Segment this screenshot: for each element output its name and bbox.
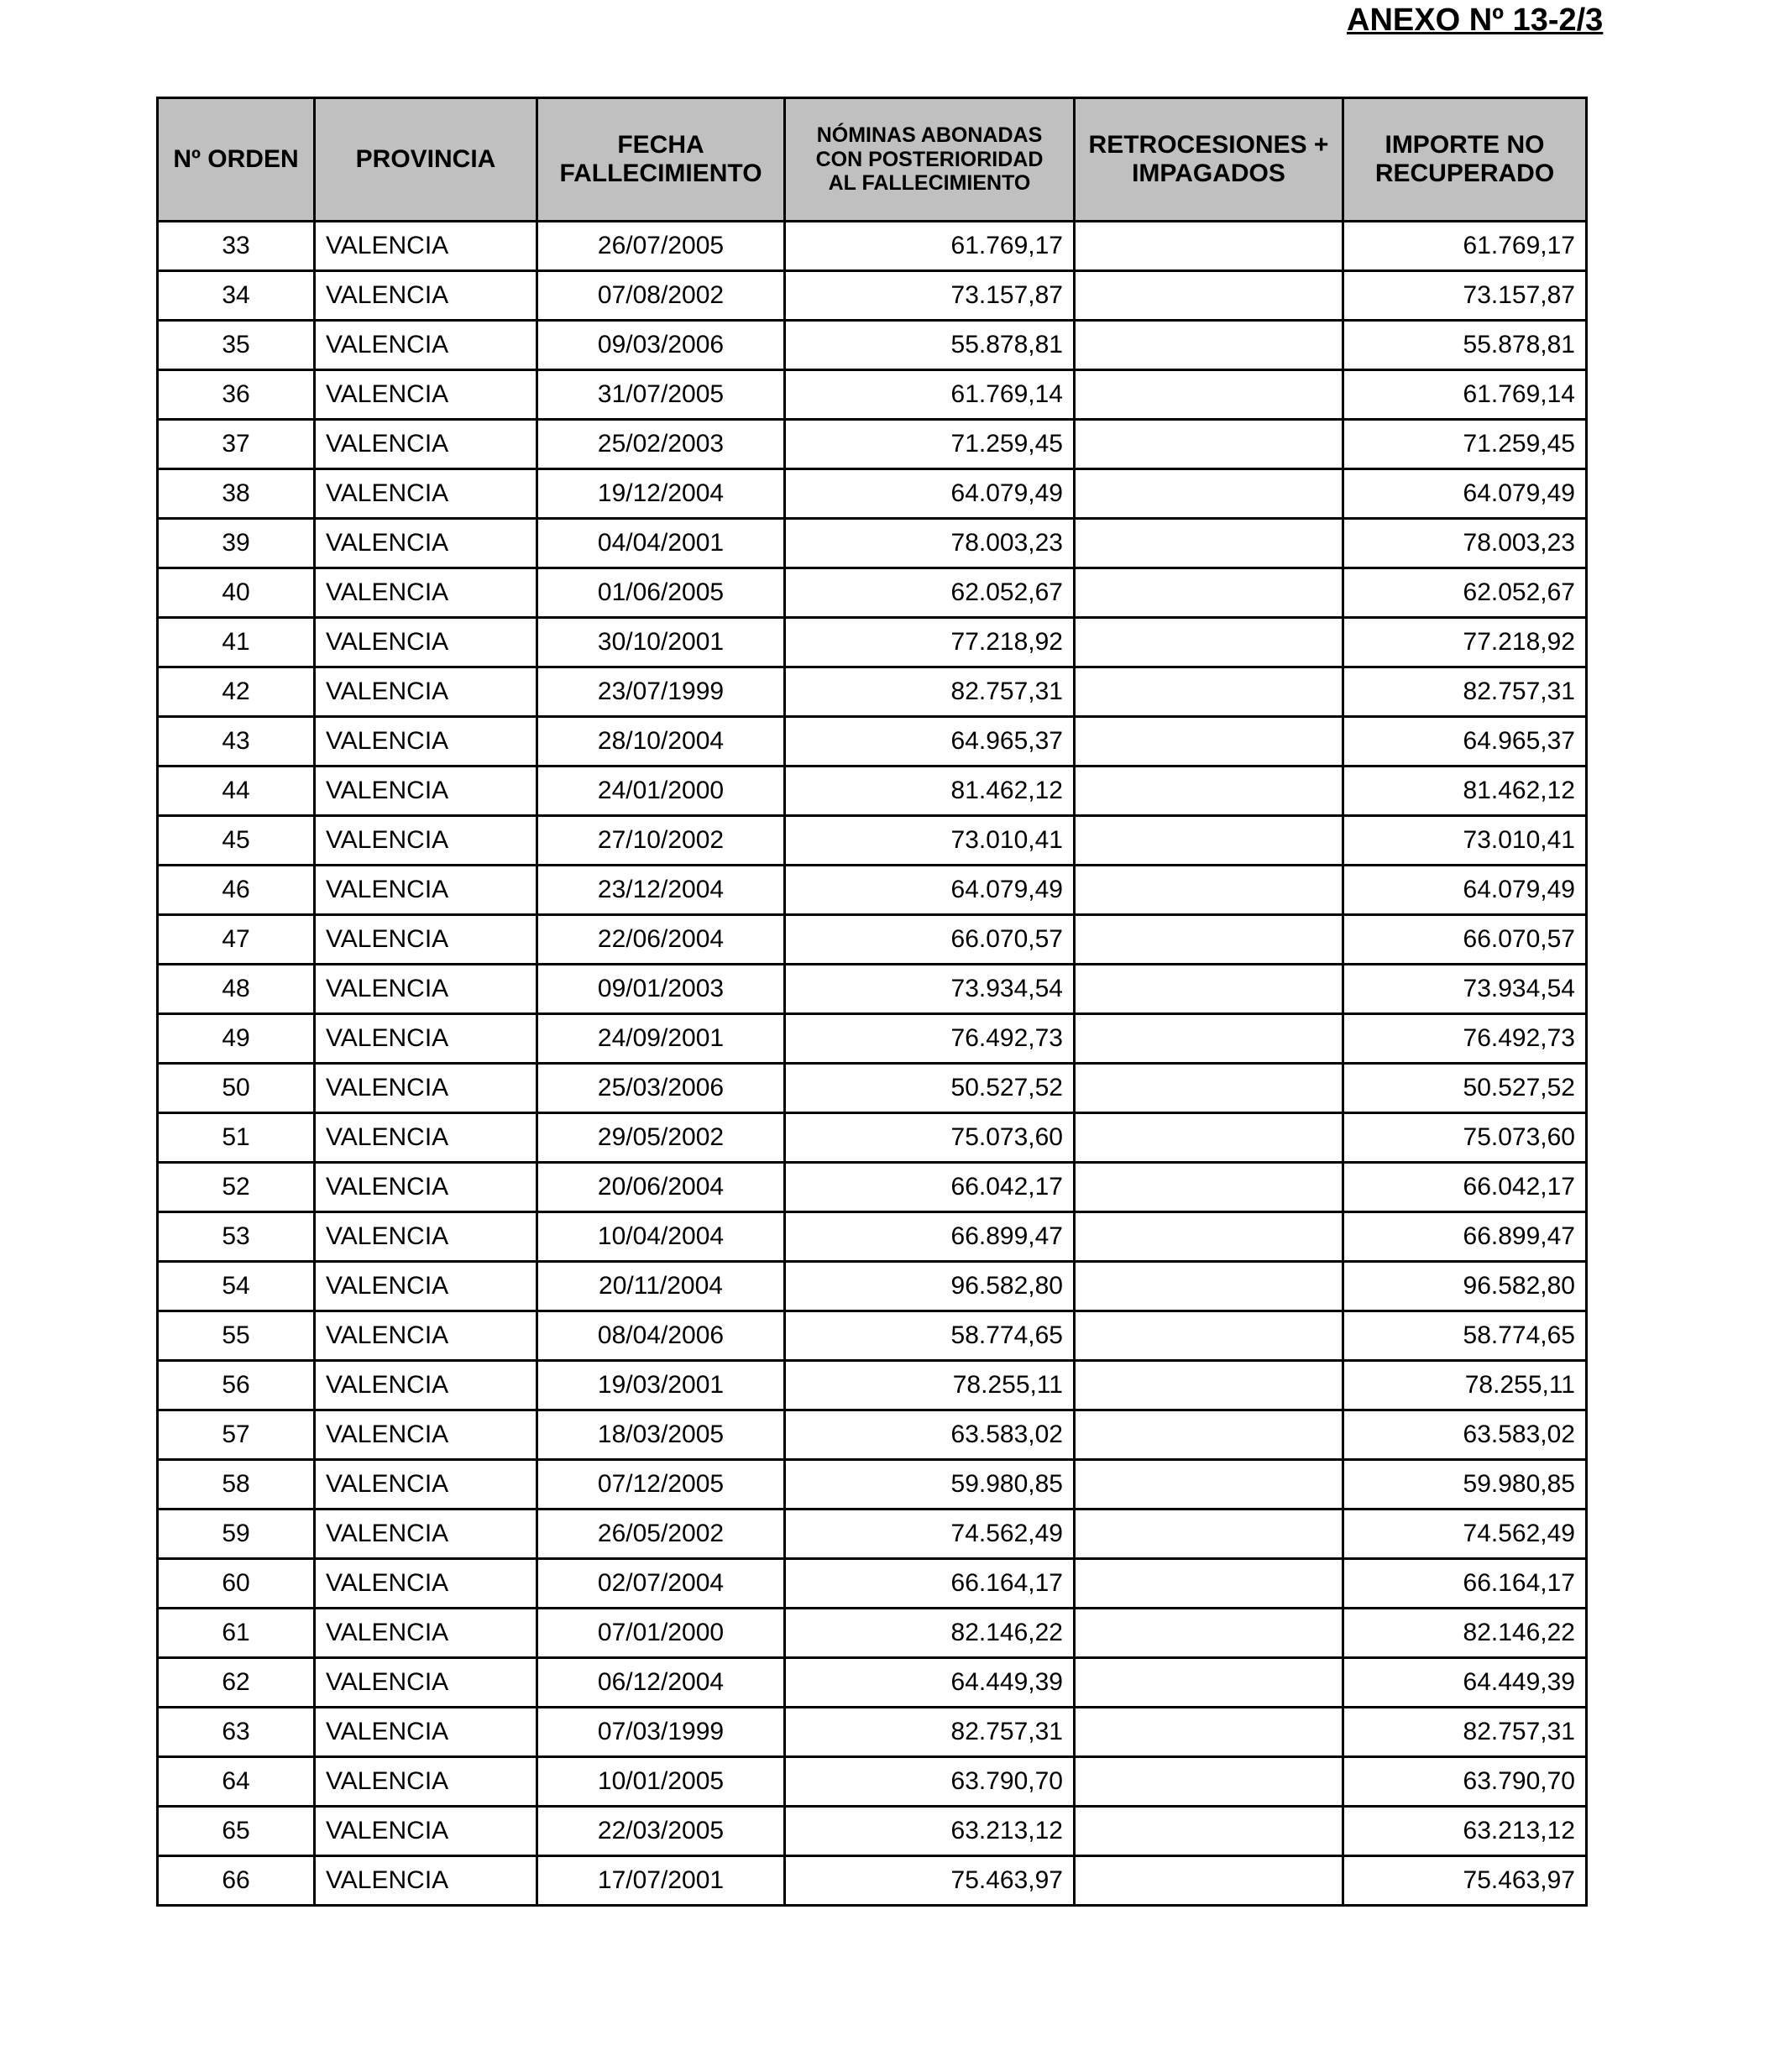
fecha-cell: 02/07/2004 bbox=[537, 1559, 785, 1609]
retrocesiones-cell bbox=[1075, 1014, 1343, 1064]
importe-cell: 77.218,92 bbox=[1343, 618, 1587, 667]
importe-cell: 78.003,23 bbox=[1343, 519, 1587, 568]
provincia-cell: VALENCIA bbox=[315, 1410, 537, 1460]
fecha-cell: 20/06/2004 bbox=[537, 1163, 785, 1212]
retrocesiones-cell bbox=[1075, 915, 1343, 965]
importe-cell: 66.070,57 bbox=[1343, 915, 1587, 965]
fecha-cell: 22/03/2005 bbox=[537, 1807, 785, 1856]
importe-cell: 55.878,81 bbox=[1343, 321, 1587, 370]
provincia-cell: VALENCIA bbox=[315, 321, 537, 370]
retrocesiones-cell bbox=[1075, 1757, 1343, 1807]
nominas-cell: 66.899,47 bbox=[785, 1212, 1075, 1262]
provincia-cell: VALENCIA bbox=[315, 965, 537, 1014]
nominas-cell: 73.157,87 bbox=[785, 271, 1075, 321]
provincia-cell: VALENCIA bbox=[315, 1658, 537, 1708]
retrocesiones-cell bbox=[1075, 568, 1343, 618]
importe-cell: 82.757,31 bbox=[1343, 1708, 1587, 1757]
header-importe bbox=[1343, 98, 1587, 222]
table-row bbox=[158, 1510, 1587, 1559]
order-cell: 51 bbox=[158, 1113, 315, 1163]
nominas-cell: 59.980,85 bbox=[785, 1460, 1075, 1510]
fecha-cell: 27/10/2002 bbox=[537, 816, 785, 866]
importe-cell: 75.073,60 bbox=[1343, 1113, 1587, 1163]
retrocesiones-cell bbox=[1075, 420, 1343, 469]
importe-cell: 63.583,02 bbox=[1343, 1410, 1587, 1460]
provincia-cell: VALENCIA bbox=[315, 469, 537, 519]
fecha-cell: 04/04/2001 bbox=[537, 519, 785, 568]
retrocesiones-cell bbox=[1075, 1064, 1343, 1113]
importe-cell: 73.010,41 bbox=[1343, 816, 1587, 866]
table-row bbox=[158, 1807, 1587, 1856]
nominas-cell: 64.965,37 bbox=[785, 717, 1075, 767]
header-retrocesiones bbox=[1075, 98, 1343, 222]
retrocesiones-cell bbox=[1075, 618, 1343, 667]
importe-cell: 58.774,65 bbox=[1343, 1311, 1587, 1361]
importe-cell: 75.463,97 bbox=[1343, 1856, 1587, 1906]
nominas-cell: 64.079,49 bbox=[785, 469, 1075, 519]
order-cell: 66 bbox=[158, 1856, 315, 1906]
nominas-cell: 73.010,41 bbox=[785, 816, 1075, 866]
order-cell: 60 bbox=[158, 1559, 315, 1609]
order-cell: 34 bbox=[158, 271, 315, 321]
nominas-cell: 78.003,23 bbox=[785, 519, 1075, 568]
importe-cell: 73.934,54 bbox=[1343, 965, 1587, 1014]
retrocesiones-cell bbox=[1075, 1410, 1343, 1460]
nominas-cell: 63.213,12 bbox=[785, 1807, 1075, 1856]
order-cell: 57 bbox=[158, 1410, 315, 1460]
retrocesiones-cell bbox=[1075, 866, 1343, 915]
order-cell: 44 bbox=[158, 767, 315, 816]
importe-cell: 59.980,85 bbox=[1343, 1460, 1587, 1510]
importe-cell: 76.492,73 bbox=[1343, 1014, 1587, 1064]
table-row bbox=[158, 222, 1587, 271]
nominas-cell: 64.449,39 bbox=[785, 1658, 1075, 1708]
retrocesiones-cell bbox=[1075, 1807, 1343, 1856]
provincia-cell: VALENCIA bbox=[315, 866, 537, 915]
order-cell: 56 bbox=[158, 1361, 315, 1410]
importe-cell: 64.449,39 bbox=[1343, 1658, 1587, 1708]
deaths-payroll-table bbox=[156, 97, 1588, 1907]
nominas-cell: 75.073,60 bbox=[785, 1113, 1075, 1163]
importe-cell: 63.213,12 bbox=[1343, 1807, 1587, 1856]
header-provincia-label: PROVINCIA bbox=[355, 144, 496, 173]
header-retrocesiones-line2: IMPAGADOS bbox=[1132, 160, 1285, 187]
provincia-cell: VALENCIA bbox=[315, 1510, 537, 1559]
fecha-cell: 24/09/2001 bbox=[537, 1014, 785, 1064]
table-row bbox=[158, 1064, 1587, 1113]
table-row bbox=[158, 1163, 1587, 1212]
table-row bbox=[158, 1708, 1587, 1757]
importe-cell: 66.042,17 bbox=[1343, 1163, 1587, 1212]
provincia-cell: VALENCIA bbox=[315, 1708, 537, 1757]
header-nominas-line3: AL FALLECIMIENTO bbox=[828, 171, 1031, 196]
order-cell: 62 bbox=[158, 1658, 315, 1708]
order-cell: 37 bbox=[158, 420, 315, 469]
nominas-cell: 55.878,81 bbox=[785, 321, 1075, 370]
table-body bbox=[158, 222, 1587, 1906]
order-cell: 43 bbox=[158, 717, 315, 767]
table-header bbox=[158, 98, 1587, 222]
table-row bbox=[158, 717, 1587, 767]
header-provincia bbox=[315, 98, 537, 222]
provincia-cell: VALENCIA bbox=[315, 370, 537, 420]
fecha-cell: 20/11/2004 bbox=[537, 1262, 785, 1311]
retrocesiones-cell bbox=[1075, 1559, 1343, 1609]
provincia-cell: VALENCIA bbox=[315, 618, 537, 667]
retrocesiones-cell bbox=[1075, 717, 1343, 767]
importe-cell: 73.157,87 bbox=[1343, 271, 1587, 321]
nominas-cell: 63.790,70 bbox=[785, 1757, 1075, 1807]
provincia-cell: VALENCIA bbox=[315, 1311, 537, 1361]
importe-cell: 96.582,80 bbox=[1343, 1262, 1587, 1311]
table-row bbox=[158, 271, 1587, 321]
table-row bbox=[158, 469, 1587, 519]
table-row bbox=[158, 816, 1587, 866]
order-cell: 35 bbox=[158, 321, 315, 370]
fecha-cell: 30/10/2001 bbox=[537, 618, 785, 667]
order-cell: 42 bbox=[158, 667, 315, 717]
order-cell: 61 bbox=[158, 1609, 315, 1658]
provincia-cell: VALENCIA bbox=[315, 1262, 537, 1311]
provincia-cell: VALENCIA bbox=[315, 271, 537, 321]
fecha-cell: 25/03/2006 bbox=[537, 1064, 785, 1113]
order-cell: 36 bbox=[158, 370, 315, 420]
nominas-cell: 96.582,80 bbox=[785, 1262, 1075, 1311]
importe-cell: 82.757,31 bbox=[1343, 667, 1587, 717]
retrocesiones-cell bbox=[1075, 1113, 1343, 1163]
header-nominas bbox=[785, 98, 1075, 222]
provincia-cell: VALENCIA bbox=[315, 717, 537, 767]
nominas-cell: 66.070,57 bbox=[785, 915, 1075, 965]
table-row bbox=[158, 420, 1587, 469]
nominas-cell: 74.562,49 bbox=[785, 1510, 1075, 1559]
nominas-cell: 63.583,02 bbox=[785, 1410, 1075, 1460]
retrocesiones-cell bbox=[1075, 767, 1343, 816]
retrocesiones-cell bbox=[1075, 222, 1343, 271]
nominas-cell: 82.757,31 bbox=[785, 1708, 1075, 1757]
importe-cell: 71.259,45 bbox=[1343, 420, 1587, 469]
header-retrocesiones-line1: RETROCESIONES + bbox=[1088, 130, 1329, 159]
table-row bbox=[158, 1559, 1587, 1609]
nominas-cell: 58.774,65 bbox=[785, 1311, 1075, 1361]
fecha-cell: 22/06/2004 bbox=[537, 915, 785, 965]
nominas-cell: 61.769,17 bbox=[785, 222, 1075, 271]
provincia-cell: VALENCIA bbox=[315, 420, 537, 469]
fecha-cell: 07/03/1999 bbox=[537, 1708, 785, 1757]
importe-cell: 81.462,12 bbox=[1343, 767, 1587, 816]
provincia-cell: VALENCIA bbox=[315, 1014, 537, 1064]
table-row bbox=[158, 866, 1587, 915]
fecha-cell: 01/06/2005 bbox=[537, 568, 785, 618]
provincia-cell: VALENCIA bbox=[315, 1856, 537, 1906]
header-fecha-line1: FECHA bbox=[617, 130, 704, 159]
nominas-cell: 50.527,52 bbox=[785, 1064, 1075, 1113]
importe-cell: 78.255,11 bbox=[1343, 1361, 1587, 1410]
retrocesiones-cell bbox=[1075, 965, 1343, 1014]
table-row bbox=[158, 1262, 1587, 1311]
fecha-cell: 26/05/2002 bbox=[537, 1510, 785, 1559]
retrocesiones-cell bbox=[1075, 1510, 1343, 1559]
retrocesiones-cell bbox=[1075, 1856, 1343, 1906]
importe-cell: 64.965,37 bbox=[1343, 717, 1587, 767]
fecha-cell: 08/04/2006 bbox=[537, 1311, 785, 1361]
order-cell: 64 bbox=[158, 1757, 315, 1807]
table-row bbox=[158, 767, 1587, 816]
order-cell: 45 bbox=[158, 816, 315, 866]
order-cell: 54 bbox=[158, 1262, 315, 1311]
table-row bbox=[158, 965, 1587, 1014]
table-row bbox=[158, 1856, 1587, 1906]
retrocesiones-cell bbox=[1075, 1163, 1343, 1212]
fecha-cell: 07/01/2000 bbox=[537, 1609, 785, 1658]
table-row bbox=[158, 1014, 1587, 1064]
order-cell: 58 bbox=[158, 1460, 315, 1510]
importe-cell: 61.769,14 bbox=[1343, 370, 1587, 420]
order-cell: 41 bbox=[158, 618, 315, 667]
order-cell: 46 bbox=[158, 866, 315, 915]
order-cell: 33 bbox=[158, 222, 315, 271]
fecha-cell: 19/12/2004 bbox=[537, 469, 785, 519]
order-cell: 40 bbox=[158, 568, 315, 618]
order-cell: 55 bbox=[158, 1311, 315, 1361]
retrocesiones-cell bbox=[1075, 1361, 1343, 1410]
provincia-cell: VALENCIA bbox=[315, 1212, 537, 1262]
fecha-cell: 23/07/1999 bbox=[537, 667, 785, 717]
header-orden bbox=[158, 98, 315, 222]
nominas-cell: 66.042,17 bbox=[785, 1163, 1075, 1212]
nominas-cell: 82.146,22 bbox=[785, 1609, 1075, 1658]
header-fecha bbox=[537, 98, 785, 222]
fecha-cell: 10/01/2005 bbox=[537, 1757, 785, 1807]
nominas-cell: 76.492,73 bbox=[785, 1014, 1075, 1064]
retrocesiones-cell bbox=[1075, 1658, 1343, 1708]
fecha-cell: 31/07/2005 bbox=[537, 370, 785, 420]
importe-cell: 82.146,22 bbox=[1343, 1609, 1587, 1658]
importe-cell: 62.052,67 bbox=[1343, 568, 1587, 618]
nominas-cell: 81.462,12 bbox=[785, 767, 1075, 816]
importe-cell: 61.769,17 bbox=[1343, 222, 1587, 271]
retrocesiones-cell bbox=[1075, 1212, 1343, 1262]
nominas-cell: 78.255,11 bbox=[785, 1361, 1075, 1410]
nominas-cell: 73.934,54 bbox=[785, 965, 1075, 1014]
provincia-cell: VALENCIA bbox=[315, 816, 537, 866]
provincia-cell: VALENCIA bbox=[315, 1361, 537, 1410]
fecha-cell: 09/03/2006 bbox=[537, 321, 785, 370]
order-cell: 47 bbox=[158, 915, 315, 965]
retrocesiones-cell bbox=[1075, 1262, 1343, 1311]
retrocesiones-cell bbox=[1075, 469, 1343, 519]
retrocesiones-cell bbox=[1075, 1311, 1343, 1361]
table-row bbox=[158, 519, 1587, 568]
order-cell: 63 bbox=[158, 1708, 315, 1757]
retrocesiones-cell bbox=[1075, 271, 1343, 321]
header-orden-label: Nº ORDEN bbox=[173, 144, 299, 173]
provincia-cell: VALENCIA bbox=[315, 1757, 537, 1807]
table-row bbox=[158, 1311, 1587, 1361]
table-row bbox=[158, 321, 1587, 370]
table-row bbox=[158, 1757, 1587, 1807]
fecha-cell: 07/12/2005 bbox=[537, 1460, 785, 1510]
fecha-cell: 28/10/2004 bbox=[537, 717, 785, 767]
order-cell: 50 bbox=[158, 1064, 315, 1113]
order-cell: 38 bbox=[158, 469, 315, 519]
table-row bbox=[158, 1460, 1587, 1510]
provincia-cell: VALENCIA bbox=[315, 1609, 537, 1658]
nominas-cell: 77.218,92 bbox=[785, 618, 1075, 667]
fecha-cell: 23/12/2004 bbox=[537, 866, 785, 915]
order-cell: 53 bbox=[158, 1212, 315, 1262]
header-importe-line1: IMPORTE NO bbox=[1385, 130, 1545, 159]
nominas-cell: 82.757,31 bbox=[785, 667, 1075, 717]
table-row bbox=[158, 915, 1587, 965]
nominas-cell: 62.052,67 bbox=[785, 568, 1075, 618]
provincia-cell: VALENCIA bbox=[315, 915, 537, 965]
retrocesiones-cell bbox=[1075, 321, 1343, 370]
table-row bbox=[158, 618, 1587, 667]
table-row bbox=[158, 667, 1587, 717]
provincia-cell: VALENCIA bbox=[315, 1064, 537, 1113]
retrocesiones-cell bbox=[1075, 1609, 1343, 1658]
header-nominas-line2: CON POSTERIORIDAD bbox=[815, 147, 1044, 171]
nominas-cell: 75.463,97 bbox=[785, 1856, 1075, 1906]
nominas-cell: 61.769,14 bbox=[785, 370, 1075, 420]
importe-cell: 66.164,17 bbox=[1343, 1559, 1587, 1609]
order-cell: 65 bbox=[158, 1807, 315, 1856]
retrocesiones-cell bbox=[1075, 1708, 1343, 1757]
importe-cell: 64.079,49 bbox=[1343, 866, 1587, 915]
order-cell: 39 bbox=[158, 519, 315, 568]
order-cell: 59 bbox=[158, 1510, 315, 1559]
provincia-cell: VALENCIA bbox=[315, 519, 537, 568]
retrocesiones-cell bbox=[1075, 1460, 1343, 1510]
nominas-cell: 66.164,17 bbox=[785, 1559, 1075, 1609]
retrocesiones-cell bbox=[1075, 667, 1343, 717]
table-row bbox=[158, 1113, 1587, 1163]
order-cell: 48 bbox=[158, 965, 315, 1014]
annex-title: ANEXO Nº 13-2/3 bbox=[1347, 3, 1604, 38]
provincia-cell: VALENCIA bbox=[315, 1163, 537, 1212]
table-row bbox=[158, 370, 1587, 420]
fecha-cell: 07/08/2002 bbox=[537, 271, 785, 321]
provincia-cell: VALENCIA bbox=[315, 1460, 537, 1510]
table-row bbox=[158, 1609, 1587, 1658]
table-row bbox=[158, 1410, 1587, 1460]
fecha-cell: 18/03/2005 bbox=[537, 1410, 785, 1460]
fecha-cell: 26/07/2005 bbox=[537, 222, 785, 271]
retrocesiones-cell bbox=[1075, 519, 1343, 568]
fecha-cell: 29/05/2002 bbox=[537, 1113, 785, 1163]
provincia-cell: VALENCIA bbox=[315, 1559, 537, 1609]
importe-cell: 64.079,49 bbox=[1343, 469, 1587, 519]
retrocesiones-cell bbox=[1075, 370, 1343, 420]
order-cell: 49 bbox=[158, 1014, 315, 1064]
importe-cell: 50.527,52 bbox=[1343, 1064, 1587, 1113]
retrocesiones-cell bbox=[1075, 816, 1343, 866]
fecha-cell: 17/07/2001 bbox=[537, 1856, 785, 1906]
provincia-cell: VALENCIA bbox=[315, 222, 537, 271]
order-cell: 52 bbox=[158, 1163, 315, 1212]
header-importe-line2: RECUPERADO bbox=[1374, 160, 1555, 187]
importe-cell: 66.899,47 bbox=[1343, 1212, 1587, 1262]
table-row bbox=[158, 1361, 1587, 1410]
table-row bbox=[158, 568, 1587, 618]
importe-cell: 63.790,70 bbox=[1343, 1757, 1587, 1807]
importe-cell: 74.562,49 bbox=[1343, 1510, 1587, 1559]
provincia-cell: VALENCIA bbox=[315, 568, 537, 618]
fecha-cell: 25/02/2003 bbox=[537, 420, 785, 469]
fecha-cell: 10/04/2004 bbox=[537, 1212, 785, 1262]
fecha-cell: 06/12/2004 bbox=[537, 1658, 785, 1708]
nominas-cell: 71.259,45 bbox=[785, 420, 1075, 469]
fecha-cell: 19/03/2001 bbox=[537, 1361, 785, 1410]
table-row bbox=[158, 1658, 1587, 1708]
table-row bbox=[158, 1212, 1587, 1262]
provincia-cell: VALENCIA bbox=[315, 1113, 537, 1163]
fecha-cell: 24/01/2000 bbox=[537, 767, 785, 816]
header-nominas-line1: NÓMINAS ABONADAS bbox=[816, 123, 1043, 147]
provincia-cell: VALENCIA bbox=[315, 667, 537, 717]
nominas-cell: 64.079,49 bbox=[785, 866, 1075, 915]
fecha-cell: 09/01/2003 bbox=[537, 965, 785, 1014]
provincia-cell: VALENCIA bbox=[315, 767, 537, 816]
header-fecha-line2: FALLECIMIENTO bbox=[559, 160, 762, 187]
provincia-cell: VALENCIA bbox=[315, 1807, 537, 1856]
